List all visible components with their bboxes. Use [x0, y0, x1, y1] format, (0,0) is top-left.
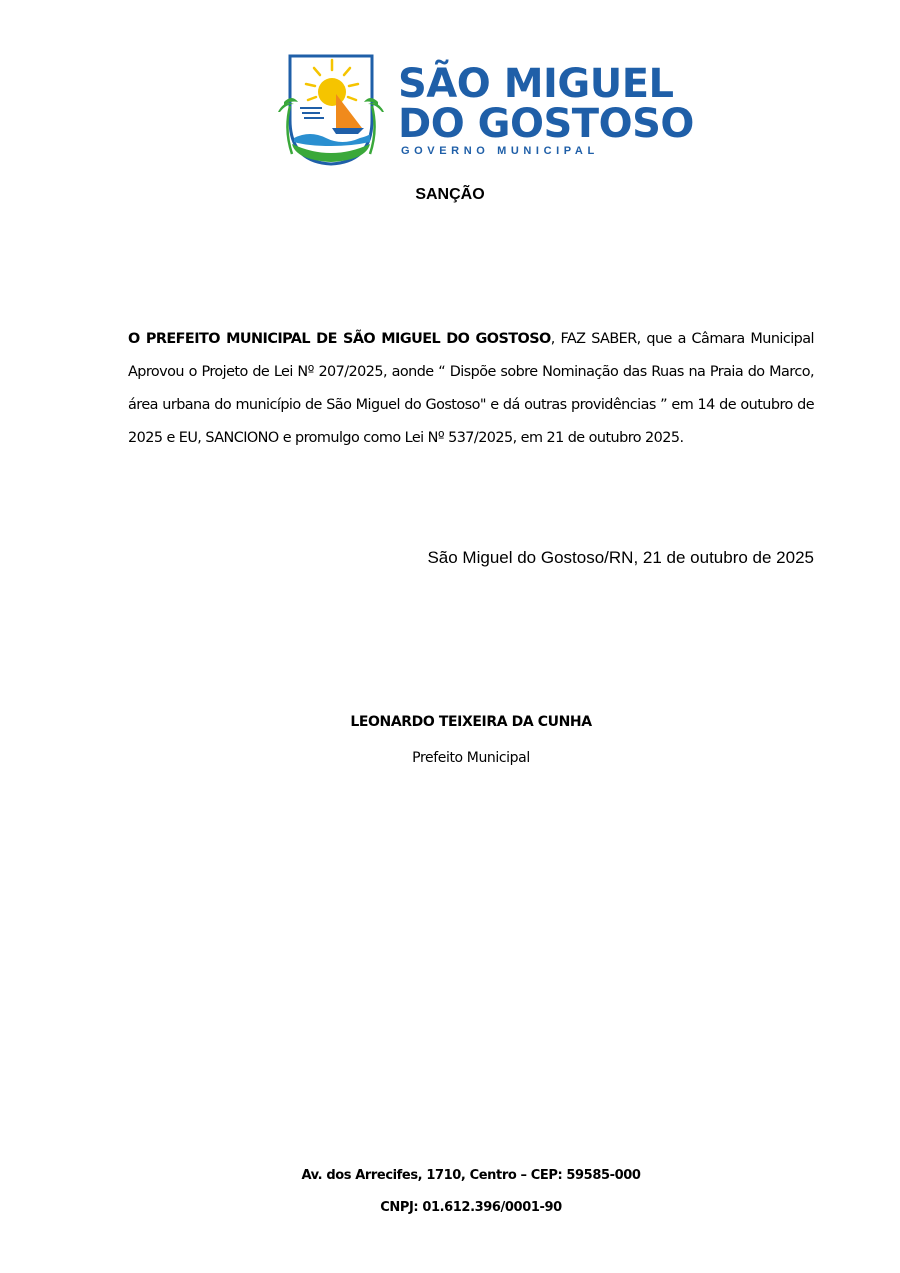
logo-subtitle: GOVERNO MUNICIPAL [401, 145, 599, 157]
municipal-logo [270, 50, 694, 170]
document-title: SANÇÃO [415, 186, 485, 203]
footer-address: Av. dos Arrecifes, 1710, Centro – CEP: 59585-000 [301, 1168, 641, 1183]
footer-cnpj: CNPJ: 01.612.396/0001-90 [380, 1200, 562, 1215]
body-rest: , FAZ SABER, que a Câmara Municipal Aprovou o Projeto de Lei Nº 207/2025, aonde “ Dispõe sobre Nominação das Ruas na Praia do Marco, área urbana do município de São Miguel do Gostoso" e dá outras providências ” em 14 de outubro de 2025 e EU, SANCIONO e promulgo como Lei Nº 537/2025, em 21 de outubro 2025. [128, 331, 814, 446]
body-lead-bold: O PREFEITO MUNICIPAL DE SÃO MIGUEL DO GOSTOSO [128, 331, 551, 347]
logo-title-line1: SÃO MIGUEL [398, 61, 674, 107]
document-body [128, 323, 814, 455]
signatory-role: Prefeito Municipal [412, 750, 530, 766]
logo-title-line2: DO GOSTOSO [398, 101, 694, 147]
place-and-date: São Miguel do Gostoso/RN, 21 de outubro de 2025 [427, 548, 814, 567]
signatory-name: LEONARDO TEIXEIRA DA CUNHA [350, 714, 592, 730]
coat-of-arms-icon [270, 50, 392, 168]
